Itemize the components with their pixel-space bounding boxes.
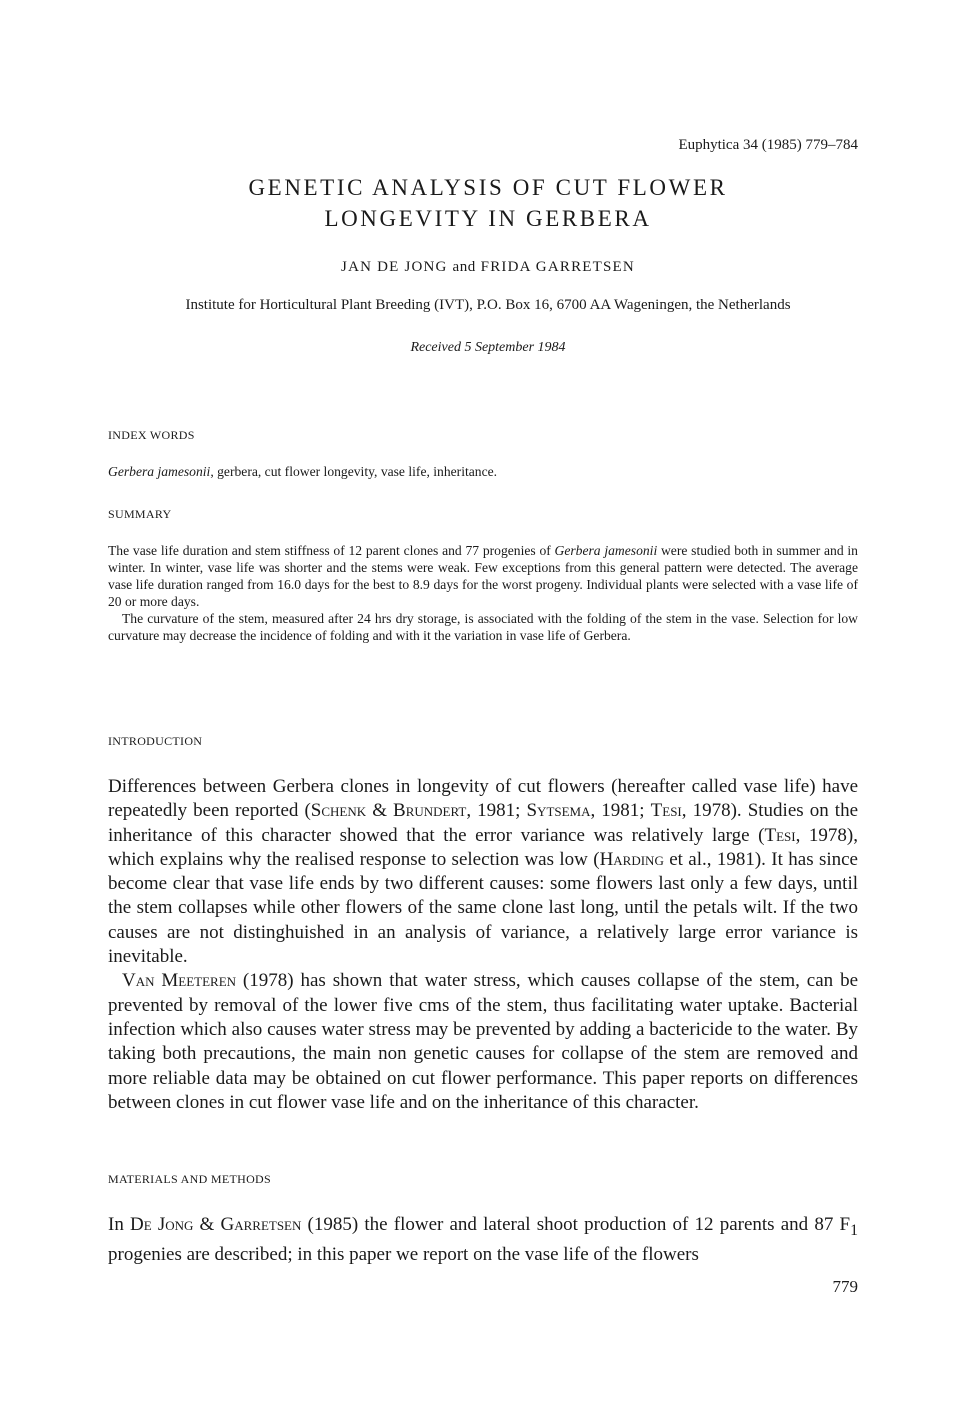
citation-sytsema: Sytsema — [526, 800, 591, 822]
title-line-1: GENETIC ANALYSIS OF CUT FLOWER — [248, 175, 728, 200]
introduction-paragraph-1: Differences between Gerbera clones in longevity of cut flowers (hereafter called vase life) have repeatedly been reported (Schenk & Brundert, 1981; Sytsema, 1981; Tesi, 1978). Studies on the inheritance of this character showed that the error variance was relatively large (Tesi, 1978), which explains why the realised response to selection was low (Harding et al., 1981). It has since become clear that vase life ends by two different causes: some flowers last only a few days, until the stem collapses while other flowers of the same clone last long, until the petals wilt. If the two causes are not distinghuished in an analysis of variance, a relatively large error variance is inevitable. — [108, 776, 859, 968]
author-1: JAN DE JONG — [341, 259, 448, 275]
author-conjunction: and — [452, 259, 476, 275]
index-words-heading: INDEX WORDS — [108, 428, 195, 442]
journal-reference: Euphytica 34 (1985) 779–784 — [678, 137, 858, 153]
index-words-text — [108, 463, 858, 480]
methods-paragraph-1: In De Jong & Garretsen (1985) the flower and lateral shoot production of 12 parents and 87 $F_1$ progenies are described; in this paper we report on the vase life of the flowers — [108, 1214, 858, 1266]
methods-text — [108, 1213, 858, 1267]
index-species: Gerbera jamesonii — [108, 464, 211, 479]
citation-de-jong: De Jong & Garretsen — [130, 1214, 302, 1235]
citation-schenk: Schenk & Brundert — [310, 800, 467, 822]
introduction-paragraph-2: Van Meeteren (1978) has shown that water stress, which causes collapse of the stem, can be prevented by removal of the lower five cms of the stem, thus facilitating water uptake. Bacterial infection which also causes water stress may be prevented by adding a bactericide to the water. By taking both precautions, the main non genetic causes for collapse of the stem are removed and more reliable data may be obtained on cut flower performance. This paper reports on differences between clones in cut flower vase life and on the inheritance of this character. — [108, 970, 858, 1113]
summary-text — [108, 542, 858, 644]
citation-tesi: Tesi — [650, 800, 682, 822]
introduction-heading: INTRODUCTION — [108, 734, 203, 748]
paper-title — [0, 172, 976, 234]
received-date: Received 5 September 1984 — [410, 340, 566, 355]
methods-heading: MATERIALS AND METHODS — [108, 1172, 271, 1186]
citation-harding: Harding — [599, 848, 664, 870]
summary-heading: SUMMARY — [108, 507, 172, 521]
page-number: 779 — [832, 1277, 858, 1296]
summary-paragraph-1: The vase life duration and stem stiffness of 12 parent clones and 77 progenies of Gerbera jamesonii were studied both in summer and in winter. In winter, vase life was shorter and the stems were weak. Few exceptions from this general pattern were detected. The average vase life duration ranged from 16.0 days for the best to 8.9 days for the worst progeny. Individual plants were selected with a vase life of 20 or more days. — [108, 543, 858, 609]
affiliation: Institute for Horticultural Plant Breeding (IVT), P.O. Box 16, 6700 AA Wageningen, the Netherlands — [185, 297, 791, 313]
introduction-text — [108, 775, 858, 1115]
author-line — [0, 259, 976, 276]
index-keywords: , gerbera, cut flower longevity, vase life, inheritance. — [210, 464, 498, 479]
citation-tesi: Tesi — [764, 824, 796, 846]
title-line-2: LONGEVITY IN GERBERA — [324, 206, 652, 231]
summary-paragraph-2: The curvature of the stem, measured after 24 hrs dry storage, is associated with the folding of the stem in the vase. Selection for low curvature may decrease the incidence of folding and with it the variation in vase life of Gerbera. — [108, 611, 858, 643]
citation-van-meeteren: Van Meeteren — [122, 970, 237, 992]
author-2: FRIDA GARRETSEN — [480, 259, 635, 275]
